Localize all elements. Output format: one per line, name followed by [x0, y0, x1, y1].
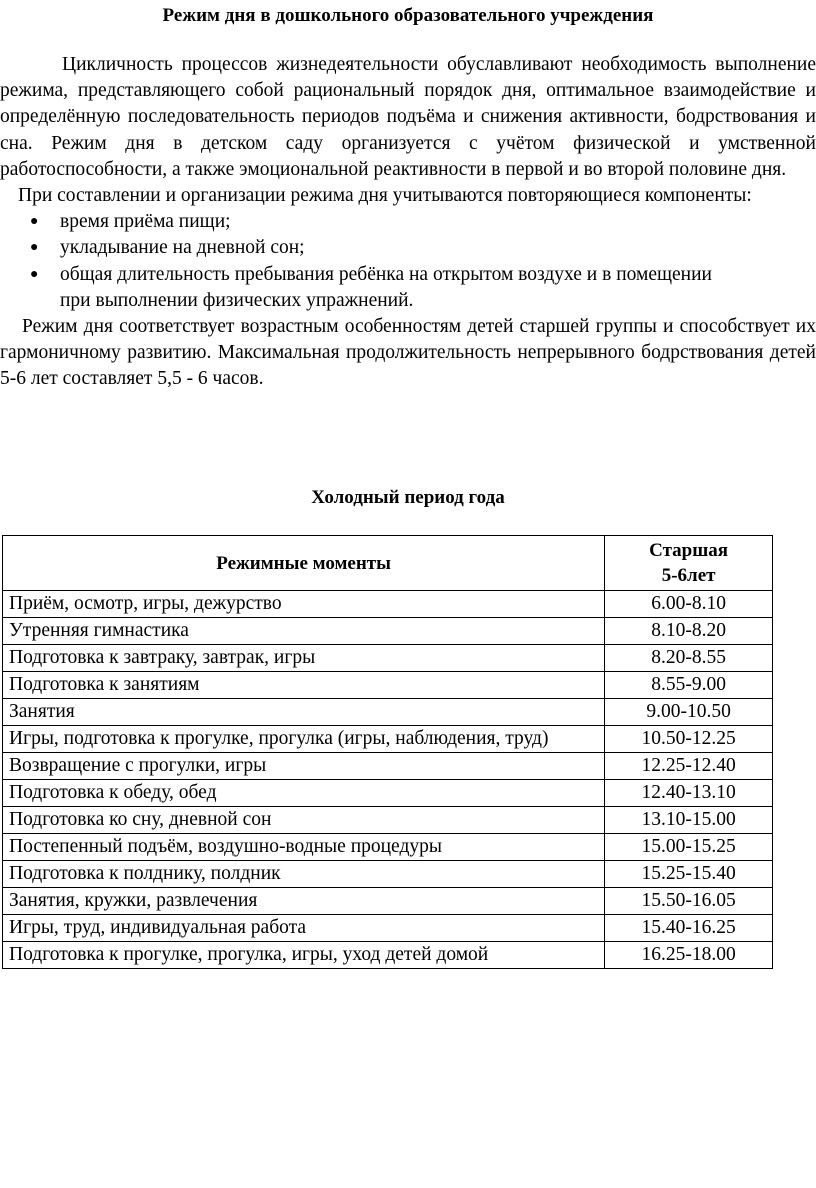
activity-cell: Игры, труд, индивидуальная работа	[3, 915, 605, 942]
table-row	[3, 915, 814, 942]
bullet-dot-icon: ●	[30, 240, 39, 256]
activity-cell: Подготовка ко сну, дневной сон	[3, 807, 605, 834]
spacer-cell	[773, 753, 814, 780]
header-group-line1: Старшая	[649, 540, 729, 561]
header-group	[605, 536, 773, 591]
activity-cell: Подготовка к полднику, полдник	[3, 861, 605, 888]
time-cell: 10.50-12.25	[605, 726, 773, 753]
activity-cell: Постепенный подъём, воздушно-водные процедуры	[3, 834, 605, 861]
table-row	[3, 645, 814, 672]
section-subtitle: Холодный период года	[311, 487, 505, 508]
table-row	[3, 834, 814, 861]
list-item	[0, 209, 816, 235]
list-item	[0, 235, 816, 261]
time-cell: 12.40-13.10	[605, 780, 773, 807]
list-item-text: общая длительность пребывания ребёнка на открытом воздухе и в помещении при выполнении физических упражнений.	[60, 263, 712, 311]
activity-cell: Игры, подготовка к прогулке, прогулка (игры, наблюдения, труд)	[3, 726, 605, 753]
spacer-cell	[773, 536, 814, 591]
time-cell: 8.20-8.55	[605, 645, 773, 672]
document-body	[0, 52, 816, 393]
list-item-text: укладывание на дневной сон;	[60, 237, 305, 259]
header-group-line2: 5-6лет	[661, 565, 716, 586]
activity-cell: Подготовка к обеду, обед	[3, 780, 605, 807]
list-item	[0, 262, 816, 314]
document-title: Режим дня в дошкольного образовательного учреждения	[162, 5, 654, 26]
table-header-row	[3, 536, 814, 591]
table-row	[3, 888, 814, 915]
time-cell: 15.40-16.25	[605, 915, 773, 942]
activity-cell: Утренняя гимнастика	[3, 618, 605, 645]
schedule-table	[2, 535, 814, 969]
spacer-cell	[773, 618, 814, 645]
spacer-cell	[773, 942, 814, 969]
table-row	[3, 780, 814, 807]
spacer-cell	[773, 834, 814, 861]
activity-cell: Приём, осмотр, игры, дежурство	[3, 591, 605, 618]
time-cell: 6.00-8.10	[605, 591, 773, 618]
spacer-cell	[773, 672, 814, 699]
bullet-dot-icon: ●	[30, 266, 39, 282]
time-cell: 8.10-8.20	[605, 618, 773, 645]
list-item-text: время приёма пищи;	[60, 211, 231, 233]
age-paragraph: Режим дня соответствует возрастным особенностям детей старшей группы и способствует их гармоничному развитию. Максимальная продолжительность непрерывного бодрствования детей 5-6 лет составляет 5,5 - 6 часов.	[0, 316, 816, 390]
activity-cell: Возвращение с прогулки, игры	[3, 753, 605, 780]
bullet-dot-icon: ●	[30, 214, 39, 230]
table-row	[3, 618, 814, 645]
table-row	[3, 861, 814, 888]
spacer-cell	[773, 861, 814, 888]
table-row	[3, 807, 814, 834]
spacer-cell	[773, 726, 814, 753]
activity-cell: Подготовка к завтраку, завтрак, игры	[3, 645, 605, 672]
time-cell: 13.10-15.00	[605, 807, 773, 834]
time-cell: 8.55-9.00	[605, 672, 773, 699]
schedule-body	[3, 591, 814, 969]
activity-cell: Занятия, кружки, развлечения	[3, 888, 605, 915]
intro-paragraph: Цикличность процессов жизнедеятельности обуславливают необходимость выполнение режима, представляющего собой рациональный порядок дня, оптимальное взаимодействие и определённую последовательность периодов подъёма и снижения активности, бодрствования и сна. Режим дня в детском саду организуется с учётом физической и умственной работоспособности, а также эмоциональной реактивности в первой и во второй половине дня.	[0, 54, 816, 180]
time-cell: 15.50-16.05	[605, 888, 773, 915]
spacer-cell	[773, 699, 814, 726]
table-row	[3, 672, 814, 699]
time-cell: 15.25-15.40	[605, 861, 773, 888]
time-cell: 12.25-12.40	[605, 753, 773, 780]
table-row	[3, 753, 814, 780]
table-row	[3, 699, 814, 726]
spacer-cell	[773, 807, 814, 834]
header-activity: Режимные моменты	[3, 536, 605, 591]
spacer-cell	[773, 780, 814, 807]
time-cell: 9.00-10.50	[605, 699, 773, 726]
activity-cell: Подготовка к прогулке, прогулка, игры, уход детей домой	[3, 942, 605, 969]
table-row	[3, 726, 814, 753]
spacer-cell	[773, 915, 814, 942]
spacer-cell	[773, 591, 814, 618]
activity-cell: Занятия	[3, 699, 605, 726]
time-cell: 16.25-18.00	[605, 942, 773, 969]
activity-cell: Подготовка к занятиям	[3, 672, 605, 699]
spacer-cell	[773, 645, 814, 672]
spacer-cell	[773, 888, 814, 915]
components-paragraph: При составлении и организации режима дня учитываются повторяющиеся компоненты:	[18, 185, 752, 207]
table-row	[3, 942, 814, 969]
components-list	[0, 209, 816, 314]
table-row	[3, 591, 814, 618]
time-cell: 15.00-15.25	[605, 834, 773, 861]
